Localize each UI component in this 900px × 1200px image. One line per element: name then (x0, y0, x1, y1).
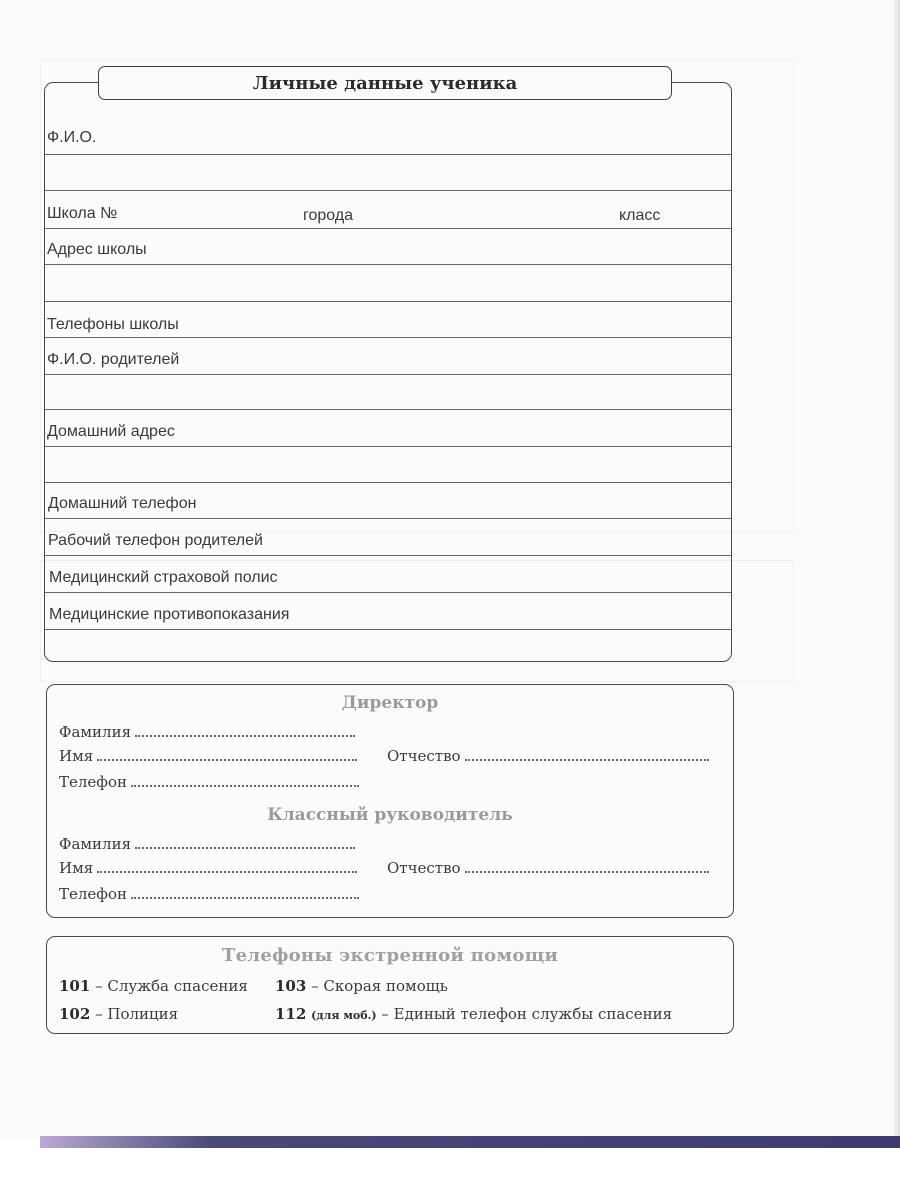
emergency-item (275, 977, 448, 995)
director-heading: Директор (341, 693, 439, 713)
emergency-phones-box (46, 936, 734, 1034)
school-address-label: Адрес школы (47, 241, 147, 258)
emergency-item (59, 1005, 178, 1023)
row-parents-fio-continued[interactable] (45, 375, 731, 410)
teacher-name-field[interactable] (59, 859, 357, 877)
emergency-item (59, 977, 248, 995)
teacher-name-label: Имя (59, 859, 94, 877)
emergency-item (275, 1005, 672, 1023)
class-label: класс (619, 207, 661, 224)
row-school[interactable] (45, 191, 731, 229)
row-school-address[interactable] (45, 229, 731, 265)
class-teacher-heading: Классный руководитель (267, 805, 513, 825)
teacher-surname-field[interactable] (59, 835, 355, 853)
teacher-patronymic-label: Отчество (387, 859, 461, 877)
director-patronymic-label: Отчество (387, 747, 461, 765)
emergency-number: 102 (59, 1005, 91, 1023)
home-phone-label: Домашний телефон (48, 495, 197, 512)
medical-contraindications-label: Медицинские противопоказания (49, 606, 290, 623)
director-surname-field[interactable] (59, 723, 355, 741)
teacher-patronymic-field[interactable] (387, 859, 709, 877)
row-medical-policy[interactable] (45, 556, 731, 593)
emergency-number: 112 (275, 1005, 307, 1023)
home-address-label: Домашний адрес (47, 423, 175, 440)
parents-fio-label: Ф.И.О. родителей (47, 351, 180, 368)
emergency-note: (для моб.) (311, 1009, 377, 1022)
teacher-phone-field[interactable] (59, 885, 359, 903)
emergency-number: 103 (275, 977, 307, 995)
director-name-field[interactable] (59, 747, 357, 765)
row-medical-contraindications[interactable] (45, 593, 731, 630)
teacher-phone-label: Телефон (59, 885, 128, 903)
school-number-label: Школа № (47, 205, 118, 222)
emergency-text: – Скорая помощь (311, 977, 448, 995)
director-surname-label: Фамилия (59, 723, 132, 741)
director-phone-label: Телефон (59, 773, 128, 791)
row-parents-fio[interactable] (45, 338, 731, 375)
fio-label: Ф.И.О. (47, 129, 97, 146)
city-label: города (303, 207, 354, 224)
emergency-text: – Единый телефон службы спасения (381, 1005, 673, 1023)
medical-policy-label: Медицинский страховой полис (49, 569, 278, 586)
emergency-text: – Полиция (95, 1005, 179, 1023)
row-home-address[interactable] (45, 410, 731, 447)
director-name-label: Имя (59, 747, 94, 765)
emergency-text: – Служба спасения (95, 977, 248, 995)
book-cover-edge (40, 1136, 900, 1148)
row-school-address-continued[interactable] (45, 265, 731, 302)
page-title: Личные данные ученика (98, 66, 672, 100)
school-phones-label: Телефоны школы (47, 316, 179, 333)
student-data-form (44, 82, 732, 662)
director-patronymic-field[interactable] (387, 747, 709, 765)
row-home-address-continued[interactable] (45, 447, 731, 483)
row-fio-continued[interactable] (45, 155, 731, 191)
row-parents-work-phone[interactable] (45, 519, 731, 556)
page-right-edge (894, 0, 900, 1140)
row-home-phone[interactable] (45, 483, 731, 519)
teacher-surname-label: Фамилия (59, 835, 132, 853)
parents-work-phone-label: Рабочий телефон родителей (48, 532, 263, 549)
director-phone-field[interactable] (59, 773, 359, 791)
row-school-phones[interactable] (45, 302, 731, 338)
emergency-number: 101 (59, 977, 91, 995)
staff-contacts-box (46, 684, 734, 918)
emergency-heading: Телефоны экстренной помощи (221, 945, 559, 966)
background-strip (0, 1140, 900, 1200)
